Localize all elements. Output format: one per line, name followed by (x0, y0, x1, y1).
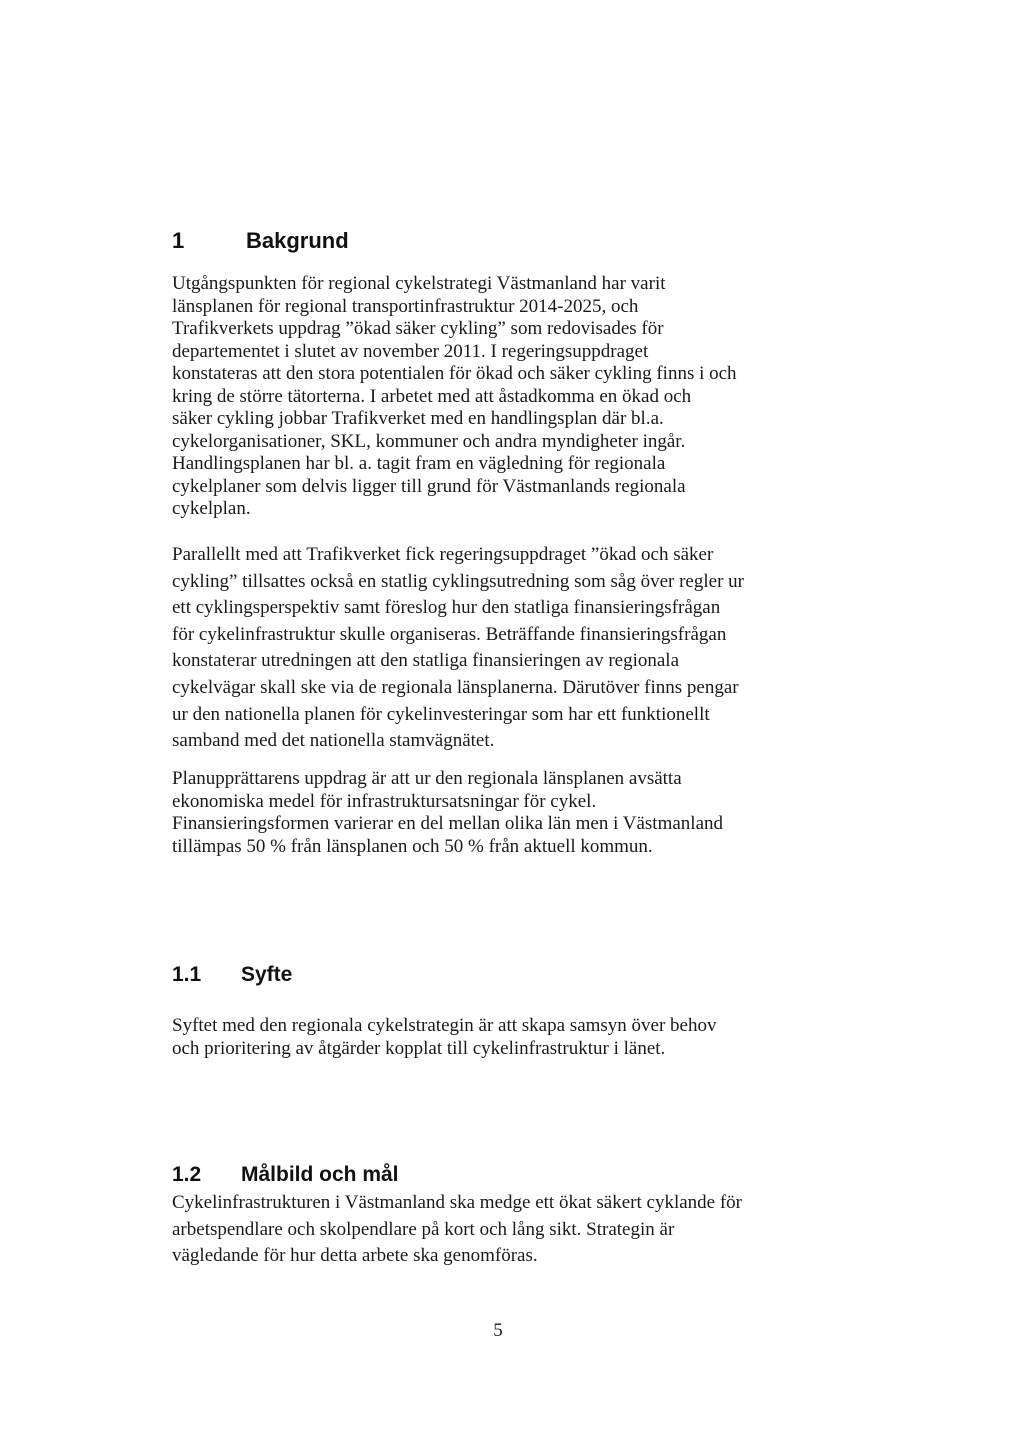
text-line: och prioritering av åtgärder kopplat till cykelinfrastruktur i länet. (172, 1037, 666, 1059)
text-line: cykelorganisationer, SKL, kommuner och andra myndigheter ingår. (172, 430, 686, 452)
page-number: 5 (493, 1320, 503, 1341)
text-line: ett cyklingsperspektiv samt föreslog hur den statliga finansieringsfrågan (172, 597, 721, 619)
text-line: konstateras att den stora potentialen för ökad och säker cykling finns i och (172, 363, 737, 384)
text-line: Cykelinfrastrukturen i Västmanland ska medge ett ökat säkert cyklande för (172, 1192, 742, 1213)
text-line: konstaterar utredningen att den statliga finansieringen av regionala (172, 650, 680, 672)
text-line: Finansieringsformen varierar en del mellan olika län men i Västmanland (172, 813, 724, 834)
paragraph-syfte (172, 1015, 832, 1060)
section-title: Bakgrund (246, 228, 349, 253)
section-heading-malbild (172, 1162, 399, 1188)
text-line: Parallellt med att Trafikverket fick regeringsuppdraget ”ökad och säker (172, 544, 714, 565)
text-line: cykelplaner som delvis ligger till grund för Västmanlands regionala (172, 475, 686, 497)
text-line: Syftet med den regionala cykelstrategin är att skapa samsyn över behov (172, 1015, 717, 1036)
text-line: Handlingsplanen har bl. a. tagit fram en vägledning för regionala (172, 453, 666, 474)
text-line: cykling” tillsattes också en statlig cyklingsutredning som såg över regler ur (172, 570, 744, 592)
paragraph-bakgrund-3 (172, 768, 832, 858)
text-line: tillämpas 50 % från länsplanen och 50 % från aktuell kommun. (172, 835, 653, 857)
section-title: Syfte (241, 963, 293, 986)
text-line: för cykelinfrastruktur skulle organiseras. Beträffande finansieringsfrågan (172, 623, 727, 645)
text-line: Planupprättarens uppdrag är att ur den regionala länsplanen avsätta (172, 768, 682, 789)
section-number: 1.2 (172, 1163, 202, 1186)
text-line: säker cykling jobbar Trafikverket med en handlingsplan där bl.a. (172, 408, 664, 429)
text-line: samband med det nationella stamvägnätet. (172, 730, 495, 752)
section-title: Målbild och mål (241, 1163, 399, 1186)
text-line: ekonomiska medel för infrastruktursatsningar för cykel. (172, 790, 597, 812)
text-line: Trafikverkets uppdrag ”ökad säker cykling” som redovisades för (172, 318, 664, 339)
text-line: cykelplan. (172, 498, 251, 519)
text-line: Utgångspunkten för regional cykelstrategi Västmanland har varit (172, 273, 666, 294)
paragraph-bakgrund-1 (172, 273, 832, 521)
section-heading-bakgrund (172, 228, 349, 254)
section-heading-syfte (172, 962, 293, 988)
paragraph-bakgrund-2 (172, 542, 832, 755)
text-line: länsplanen för regional transportinfrastruktur 2014-2025, och (172, 295, 639, 317)
section-number: 1.1 (172, 963, 202, 986)
text-line: ur den nationella planen för cykelinvesteringar som har ett funktionellt (172, 703, 710, 725)
text-line: kring de större tätorterna. I arbetet med att åstadkomma en ökad och (172, 385, 692, 407)
text-line: cykelvägar skall ske via de regionala länsplanerna. Därutöver finns pengar (172, 676, 739, 698)
section-number: 1 (172, 228, 185, 253)
text-line: departementet i slutet av november 2011. I regeringsuppdraget (172, 340, 649, 362)
paragraph-malbild (172, 1190, 832, 1270)
text-line: arbetspendlare och skolpendlare på kort och lång sikt. Strategin är (172, 1218, 675, 1240)
text-line: vägledande för hur detta arbete ska genomföras. (172, 1245, 538, 1266)
